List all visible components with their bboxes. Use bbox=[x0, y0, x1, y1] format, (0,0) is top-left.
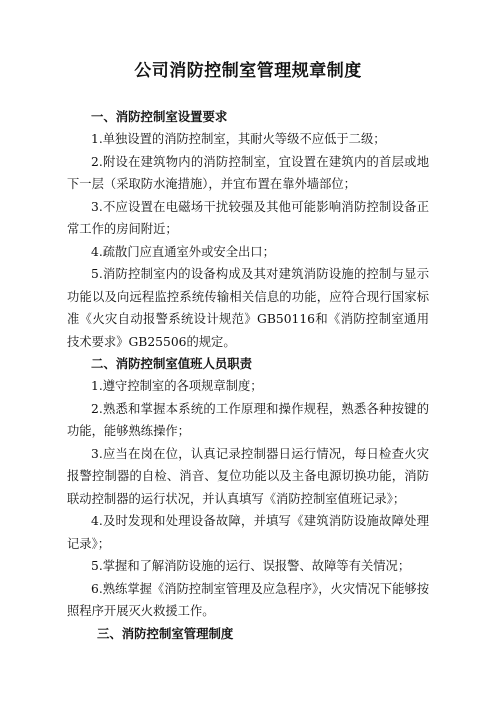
section-heading: 二、消防控制室值班人员职责 bbox=[91, 356, 253, 371]
section-management-rules bbox=[67, 623, 429, 645]
section-heading: 三、消防控制室管理制度 bbox=[97, 625, 234, 641]
section-setup-requirements bbox=[67, 106, 429, 353]
paragraph: 2.附设在建筑物内的消防控制室，宜设置在建筑内的首层或地下一层（采取防水淹措施），并宜布置在靠外墙部位； bbox=[67, 154, 429, 191]
paragraph: 5.消防控制室内的设备构成及其对建筑消防设施的控制与显示功能以及向远程监控系统传输相关信息的功能，应符合现行国家标准《火灾自动报警系统设计规范》GB50116和《消防控制室通用技术要求》GB25506的规定。 bbox=[67, 267, 429, 349]
paragraph: 5.掌握和了解消防设施的运行、误报警、故障等有关情况； bbox=[91, 559, 411, 573]
paragraph: 1.遵守控制室的各项规章制度； bbox=[91, 379, 263, 393]
section-duty-staff bbox=[67, 353, 429, 623]
paragraph: 3.不应设置在电磁场干扰较强及其他可能影响消防控制设备正常工作的房间附近； bbox=[67, 199, 429, 236]
paragraph: 4.疏散门应直通室外或安全出口； bbox=[91, 244, 275, 259]
document-title: 公司消防控制室管理规章制度 bbox=[134, 61, 362, 81]
paragraph: 6.熟练掌握《消防控制室管理及应急程序》，火灾情况下能够按照程序开展灭火救援工作。 bbox=[67, 581, 429, 618]
paragraph: 1.单独设置的消防控制室，其耐火等级不应低于二级； bbox=[91, 132, 386, 146]
paragraph: 3.应当在岗在位，认真记录控制器日运行情况，每日检查火灾报警控制器的自检、消音、复位功能以及主备电源切换功能，消防联动控制器的运行状况，并认真填写《消防控制室值班记录》； bbox=[67, 446, 429, 506]
paragraph: 2.熟悉和掌握本系统的工作原理和操作规程，熟悉各种按键的功能，能够熟练操作； bbox=[67, 401, 429, 438]
document-body bbox=[67, 106, 429, 645]
paragraph: 4.及时发现和处理设备故障，并填写《建筑消防设施故障处理记录》； bbox=[67, 514, 429, 551]
section-heading: 一、消防控制室设置要求 bbox=[91, 109, 228, 124]
